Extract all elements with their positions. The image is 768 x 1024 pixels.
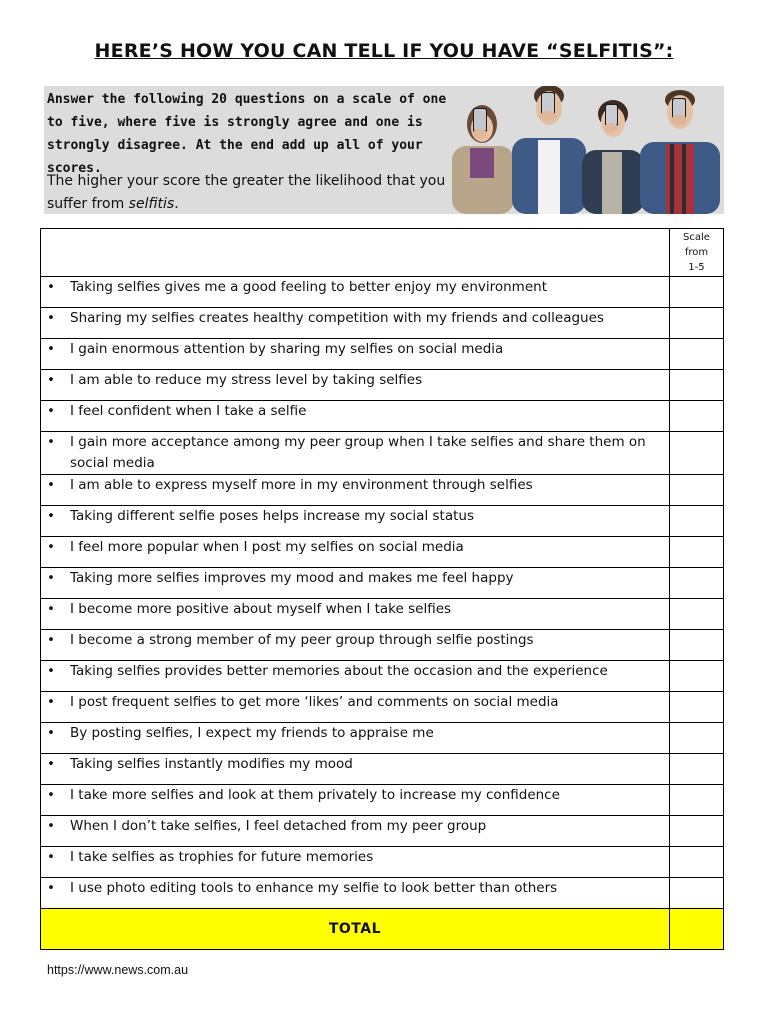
scale-header [669, 229, 723, 277]
page-title: HERE’S HOW YOU CAN TELL IF YOU HAVE “SELFITIS”: [94, 40, 674, 62]
table-row [41, 878, 724, 909]
score-input-cell[interactable] [669, 308, 723, 339]
question-cell [41, 661, 670, 692]
question-text: Taking selfies provides better memories about the occasion and the experience [70, 663, 608, 679]
table-row [41, 370, 724, 401]
question-cell [41, 475, 670, 506]
score-input-cell[interactable] [669, 692, 723, 723]
table-row [41, 847, 724, 878]
question-cell [41, 785, 670, 816]
bullet-icon: • [47, 880, 55, 896]
question-cell [41, 816, 670, 847]
question-cell [41, 370, 670, 401]
table-row [41, 401, 724, 432]
question-text: I gain more acceptance among my peer group when I take selfies and share them on social media [70, 434, 646, 471]
note-suffix: . [174, 196, 179, 212]
bullet-icon: • [47, 663, 55, 679]
score-input-cell[interactable] [669, 370, 723, 401]
score-input-cell[interactable] [669, 339, 723, 370]
score-input-cell[interactable] [669, 599, 723, 630]
question-cell [41, 401, 670, 432]
total-score-cell[interactable] [669, 909, 723, 950]
score-input-cell[interactable] [669, 723, 723, 754]
table-row [41, 692, 724, 723]
table-row [41, 277, 724, 308]
question-cell [41, 339, 670, 370]
question-text: I take selfies as trophies for future memories [70, 849, 374, 865]
bullet-icon: • [47, 725, 55, 741]
table-row [41, 661, 724, 692]
score-input-cell[interactable] [669, 537, 723, 568]
score-input-cell[interactable] [669, 506, 723, 537]
question-cell [41, 723, 670, 754]
table-row [41, 432, 724, 475]
score-input-cell[interactable] [669, 785, 723, 816]
question-text: I feel confident when I take a selfie [70, 403, 307, 419]
scale-header-line: from [684, 247, 709, 258]
question-cell [41, 630, 670, 661]
instructions-text: Answer the following 20 questions on a scale of one to five, where five is strongly agree and one is strongly disagree. At the end add up all of your scores. [47, 92, 447, 176]
table-row [41, 537, 724, 568]
question-text: Sharing my selfies creates healthy competition with my friends and colleagues [70, 310, 604, 326]
bullet-icon: • [47, 477, 55, 493]
question-text: I am able to reduce my stress level by taking selfies [70, 372, 423, 388]
bullet-icon: • [47, 570, 55, 586]
table-row [41, 339, 724, 370]
header-blank-cell [41, 229, 670, 277]
question-text: I post frequent selfies to get more ‘likes’ and comments on social media [70, 694, 559, 710]
question-cell [41, 432, 670, 475]
question-text: I use photo editing tools to enhance my selfie to look better than others [70, 880, 558, 896]
question-cell [41, 847, 670, 878]
score-input-cell[interactable] [669, 847, 723, 878]
score-input-cell[interactable] [669, 878, 723, 909]
bullet-icon: • [47, 818, 55, 834]
question-cell [41, 277, 670, 308]
score-input-cell[interactable] [669, 277, 723, 308]
question-cell [41, 878, 670, 909]
question-text: Taking selfies instantly modifies my mood [70, 756, 353, 772]
scale-header-line: 1-5 [688, 262, 705, 273]
score-input-cell[interactable] [669, 432, 723, 475]
table-row [41, 506, 724, 537]
bullet-icon: • [47, 310, 55, 326]
question-cell [41, 308, 670, 339]
question-text: By posting selfies, I expect my friends to appraise me [70, 725, 434, 741]
source-url: https://www.news.com.au [47, 963, 189, 977]
person-1 [452, 105, 514, 214]
note-term: selfitis [128, 196, 175, 212]
score-input-cell[interactable] [669, 816, 723, 847]
question-cell [41, 568, 670, 599]
table-row [41, 475, 724, 506]
bullet-icon: • [47, 434, 55, 450]
question-cell [41, 537, 670, 568]
table-row [41, 816, 724, 847]
bullet-icon: • [47, 694, 55, 710]
bullet-icon: • [47, 787, 55, 803]
bullet-icon: • [47, 539, 55, 555]
total-row [41, 909, 724, 950]
table-row [41, 568, 724, 599]
score-input-cell[interactable] [669, 401, 723, 432]
table-row [41, 308, 724, 339]
score-input-cell[interactable] [669, 754, 723, 785]
person-2 [512, 86, 586, 214]
score-input-cell[interactable] [669, 630, 723, 661]
score-input-cell[interactable] [669, 568, 723, 599]
table-row [41, 754, 724, 785]
bullet-icon: • [47, 601, 55, 617]
table-row [41, 630, 724, 661]
intro-box [44, 86, 724, 214]
score-input-cell[interactable] [669, 661, 723, 692]
question-text: I am able to express myself more in my environment through selfies [70, 477, 533, 493]
bullet-icon: • [47, 508, 55, 524]
bullet-icon: • [47, 632, 55, 648]
note-prefix: The higher your score the greater the likelihood that you suffer from [47, 173, 446, 212]
person-3 [582, 100, 644, 214]
question-cell [41, 599, 670, 630]
table-row [41, 723, 724, 754]
table-row [41, 785, 724, 816]
question-text: I gain enormous attention by sharing my selfies on social media [70, 341, 504, 357]
score-input-cell[interactable] [669, 475, 723, 506]
person-4 [640, 90, 720, 214]
question-text: I become a strong member of my peer group through selfie postings [70, 632, 534, 648]
question-cell [41, 506, 670, 537]
bullet-icon: • [47, 341, 55, 357]
question-text: Taking more selfies improves my mood and makes me feel happy [70, 570, 514, 586]
questionnaire-table [40, 228, 724, 950]
likelihood-note [47, 170, 447, 216]
header-row [41, 229, 724, 277]
question-text: Taking selfies gives me a good feeling to better enjoy my environment [70, 279, 547, 295]
total-label: TOTAL [41, 909, 670, 950]
question-cell [41, 754, 670, 785]
question-text: I take more selfies and look at them privately to increase my confidence [70, 787, 560, 803]
bullet-icon: • [47, 372, 55, 388]
selfie-people-image [444, 86, 724, 214]
question-text: Taking different selfie poses helps increase my social status [70, 508, 474, 524]
question-text: When I don’t take selfies, I feel detached from my peer group [70, 818, 487, 834]
bullet-icon: • [47, 279, 55, 295]
question-text: I feel more popular when I post my selfies on social media [70, 539, 464, 555]
scale-header-line: Scale [683, 232, 710, 243]
question-cell [41, 692, 670, 723]
question-text: I become more positive about myself when I take selfies [70, 601, 452, 617]
bullet-icon: • [47, 756, 55, 772]
table-row [41, 599, 724, 630]
bullet-icon: • [47, 849, 55, 865]
bullet-icon: • [47, 403, 55, 419]
